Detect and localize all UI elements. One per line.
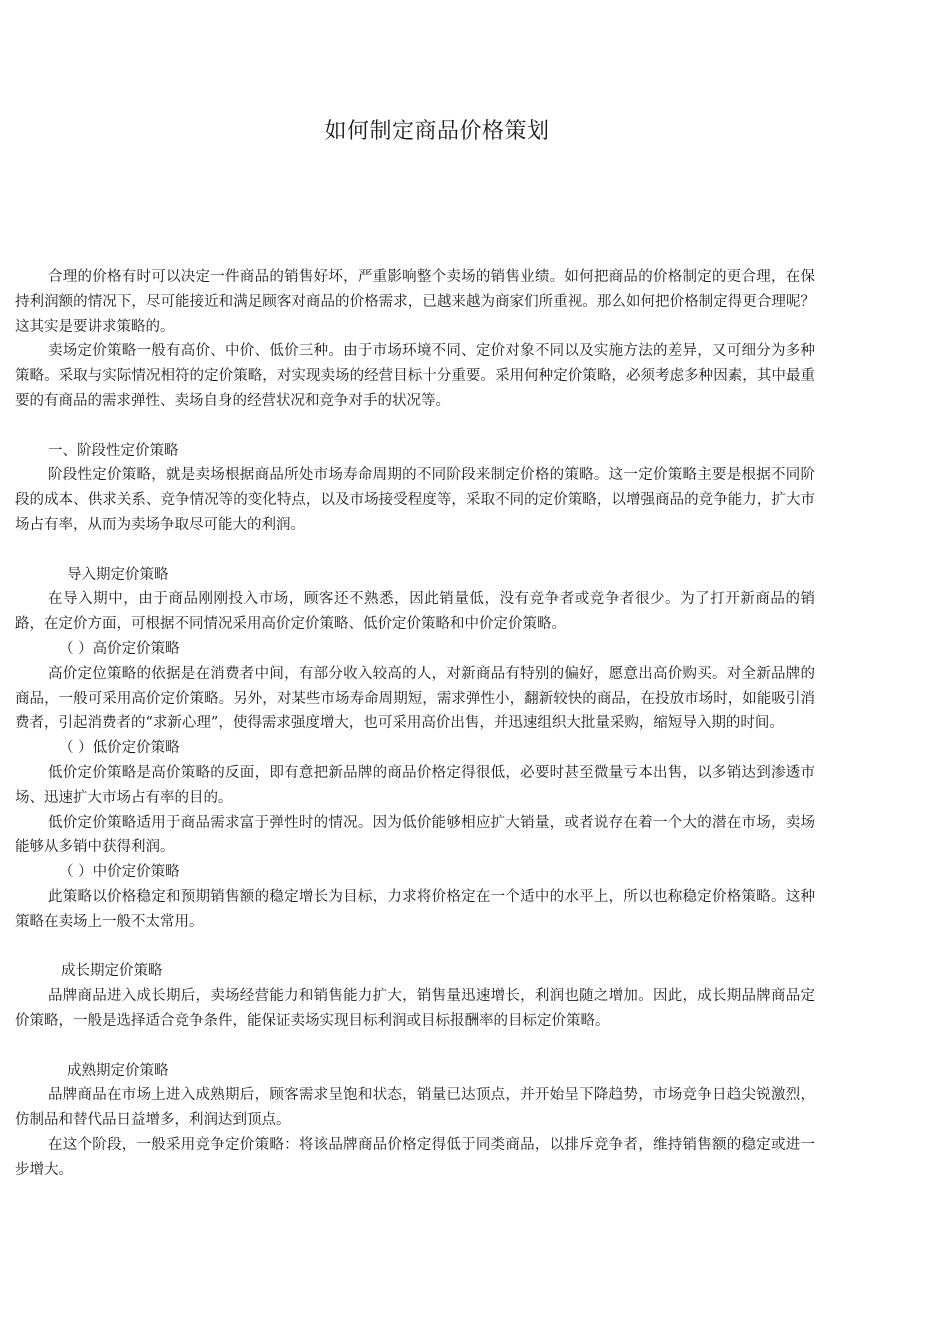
spacer [15, 414, 815, 439]
paragraph-overview: 卖场定价策略一般有高价、中价、低价三种。由于市场环境不同、定价对象不同以及实施方法的差异，又可细分为多种策略。采取与实际情况相符的定价策略，对实现卖场的经营目标十分重要。采用何种定价策略，必须考虑多种因素，其中最重要的有商品的需求弹性、卖场自身的经营状况和竞争对手的状况等。 [15, 343, 815, 409]
paragraph-mid-price: 此策略以价格稳定和预期销售额的稳定增长为目标，力求将价格定在一个适中的水平上，所以也称稳定价格策略。这种策略在卖场上一般不太常用。 [15, 888, 815, 930]
subheading-mid-price: （ ）中价定价策略 [59, 864, 180, 881]
paragraph-introduction-phase: 在导入期中，由于商品刚刚投入市场，顾客还不熟悉，因此销量低，没有竞争者或竞争者很少。为了打开新商品的销路，在定价方面，可根据不同情况采用高价定价策略、低价定价策略和中价定价策略。 [15, 591, 815, 633]
paragraph-low-price-1: 低价定价策略是高价策略的反面，即有意把新品牌的商品价格定得很低，必要时甚至微量亏本出售，以多销达到渗透市场、迅速扩大市场占有率的目的。 [15, 764, 815, 806]
document-title: 如何制定商品价格策划 [324, 119, 550, 144]
spacer [15, 935, 815, 960]
subheading-low-price: （ ）低价定价策略 [59, 740, 180, 757]
paragraph-growth-phase: 品牌商品进入成长期后，卖场经营能力和销售能力扩大，销售量迅速增长，利润也随之增加。因此，成长期品牌商品定价策略，一般是选择适合竞争条件，能保证卖场实现目标利润或目标报酬率的目标定价策略。 [15, 988, 815, 1029]
subheading-maturity-phase: 成熟期定价策略 [67, 1062, 169, 1079]
spacer [15, 538, 815, 563]
paragraph-stage-pricing: 阶段性定价策略，就是卖场根据商品所处市场寿命周期的不同阶段来制定价格的策略。这一定价策略主要是根据不同阶段的成本、供求关系、竞争情况等的变化特点，以及市场接受程度等，采取不同的定价策略，以增强商品的竞争能力，扩大市场占有率，从而为卖场争取尽可能大的利润。 [15, 467, 815, 533]
paragraph-maturity-phase-1: 品牌商品在市场上进入成熟期后，顾客需求呈饱和状态，销量已达顶点，并开始呈下降趋势，市场竞争日趋尖锐激烈，仿制品和替代品日益增多，利润达到顶点。 [15, 1087, 815, 1129]
document-body [15, 265, 815, 1182]
subheading-high-price: （ ）高价定价策略 [59, 640, 180, 657]
subheading-introduction-phase: 导入期定价策略 [67, 566, 169, 583]
paragraph-intro: 合理的价格有时可以决定一件商品的销售好坏，严重影响整个卖场的销售业绩。如何把商品的价格制定的更合理，在保持利润额的情况下，尽可能接近和满足顾客对商品的价格需求，已越来越为商家们所重视。那么如何把价格制定得更合理呢？这其实是要讲求策略的。 [15, 269, 815, 335]
paragraph-maturity-phase-2: 在这个阶段，一般采用竞争定价策略：将该品牌商品价格定得低于同类商品，以排斥竞争者，维持销售额的稳定或进一步增大。 [15, 1136, 815, 1178]
paragraph-high-price: 高价定位策略的依据是在消费者中间，有部分收入较高的人，对新商品有特别的偏好，愿意出高价购买。对全新品牌的商品，一般可采用高价定价策略。另外，对某些市场寿命周期短，需求弹性小，翻新较快的商品，在投放市场时，如能吸引消费者，引起消费者的“求新心理”，使得需求强度增大，也可采用高价出售，并迅速组织大批量采购，缩短导入期的时间。 [15, 665, 815, 732]
spacer [15, 1034, 815, 1059]
subheading-growth-phase: 成长期定价策略 [61, 963, 163, 980]
paragraph-low-price-2: 低价定价策略适用于商品需求富于弹性时的情况。因为低价能够相应扩大销量，或者说存在着一个大的潜在市场，卖场能够从多销中获得利润。 [15, 814, 815, 856]
section-heading-stage-pricing: 一、阶段性定价策略 [48, 442, 179, 459]
